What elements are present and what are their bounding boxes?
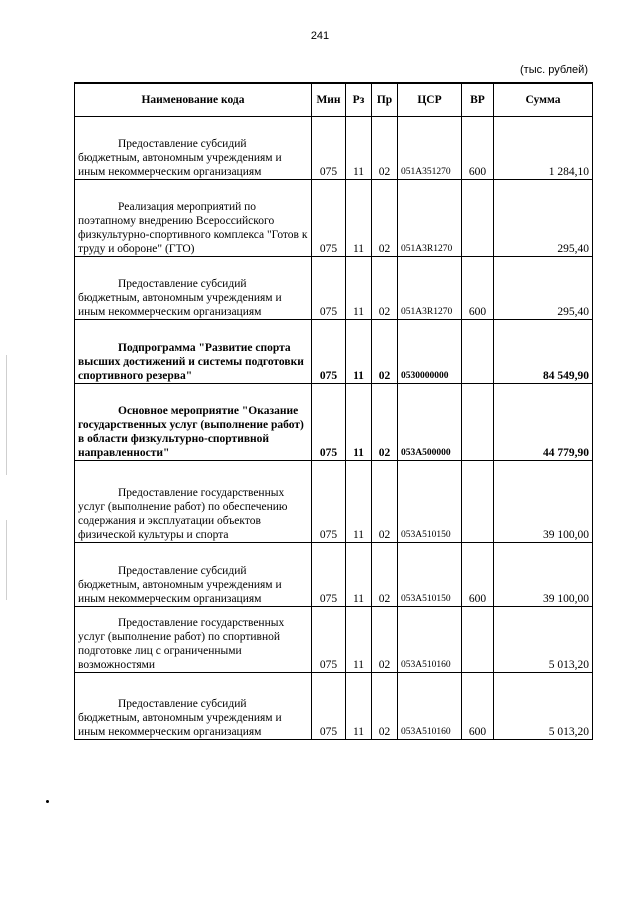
row-sum: 1 284,10: [494, 117, 593, 180]
row-min: 075: [312, 607, 346, 673]
row-vr: [462, 384, 494, 461]
row-name: Предоставление субсидий бюджетным, автономным учреждениям и иным некоммерческим организациям: [75, 673, 312, 740]
table-row: [75, 461, 593, 543]
row-name: Подпрограмма "Развитие спорта высших достижений и системы подготовки спортивного резерва": [75, 320, 312, 384]
scan-artifact-line: [6, 355, 7, 475]
row-sum: 44 779,90: [494, 384, 593, 461]
table-row: [75, 320, 593, 384]
row-csr: 051А351270: [398, 117, 462, 180]
table-row: [75, 257, 593, 320]
row-min: 075: [312, 461, 346, 543]
row-csr: 0530000000: [398, 320, 462, 384]
row-name: Предоставление субсидий бюджетным, автономным учреждениям и иным некоммерческим организациям: [75, 543, 312, 607]
page-number: 241: [310, 30, 330, 42]
row-pr: 02: [372, 320, 398, 384]
row-rz: 11: [346, 543, 372, 607]
row-sum: 295,40: [494, 257, 593, 320]
row-pr: 02: [372, 117, 398, 180]
row-vr: 600: [462, 673, 494, 740]
row-name: Реализация мероприятий по поэтапному внедрению Всероссийского физкультурно-спортивного комплекса "Готов к труду и обороне" (ГТО): [75, 180, 312, 257]
row-sum: 39 100,00: [494, 461, 593, 543]
row-pr: 02: [372, 384, 398, 461]
row-sum: 5 013,20: [494, 673, 593, 740]
header-sum: Сумма: [494, 83, 593, 117]
row-min: 075: [312, 543, 346, 607]
budget-table: [74, 82, 593, 740]
row-csr: 053А510160: [398, 607, 462, 673]
row-vr: 600: [462, 117, 494, 180]
row-rz: 11: [346, 117, 372, 180]
row-sum: 39 100,00: [494, 543, 593, 607]
row-csr: 053А510150: [398, 543, 462, 607]
row-name: Предоставление государственных услуг (выполнение работ) по обеспечению содержания и эксплуатации объектов физической культуры и спорта: [75, 461, 312, 543]
header-csr: ЦСР: [398, 83, 462, 117]
row-sum: 295,40: [494, 180, 593, 257]
row-csr: 053А510160: [398, 673, 462, 740]
row-csr: 051А3R1270: [398, 180, 462, 257]
table-row: [75, 117, 593, 180]
table-row: [75, 673, 593, 740]
row-rz: 11: [346, 673, 372, 740]
row-csr: 053А510150: [398, 461, 462, 543]
row-pr: 02: [372, 461, 398, 543]
scan-artifact-dot: [46, 800, 49, 803]
row-min: 075: [312, 384, 346, 461]
row-name: Предоставление субсидий бюджетным, автономным учреждениям и иным некоммерческим организациям: [75, 257, 312, 320]
row-rz: 11: [346, 180, 372, 257]
row-csr: 051А3R1270: [398, 257, 462, 320]
row-pr: 02: [372, 180, 398, 257]
row-min: 075: [312, 117, 346, 180]
header-pr: Пр: [372, 83, 398, 117]
table-row: [75, 384, 593, 461]
row-rz: 11: [346, 384, 372, 461]
row-pr: 02: [372, 257, 398, 320]
row-min: 075: [312, 673, 346, 740]
row-rz: 11: [346, 607, 372, 673]
row-vr: 600: [462, 257, 494, 320]
row-vr: [462, 320, 494, 384]
header-vr: ВР: [462, 83, 494, 117]
header-rz: Рз: [346, 83, 372, 117]
table-row: [75, 180, 593, 257]
header-name: Наименование кода: [75, 83, 312, 117]
row-rz: 11: [346, 320, 372, 384]
row-name: Предоставление государственных услуг (выполнение работ) по спортивной подготовке лиц с ограниченными возможностями: [75, 607, 312, 673]
row-sum: 5 013,20: [494, 607, 593, 673]
row-vr: [462, 180, 494, 257]
row-pr: 02: [372, 607, 398, 673]
row-pr: 02: [372, 673, 398, 740]
row-min: 075: [312, 180, 346, 257]
row-vr: 600: [462, 543, 494, 607]
header-min: Мин: [312, 83, 346, 117]
row-vr: [462, 461, 494, 543]
row-name: Предоставление субсидий бюджетным, автономным учреждениям и иным некоммерческим организациям: [75, 117, 312, 180]
row-name: Основное мероприятие "Оказание государственных услуг (выполнение работ) в области физкультурно-спортивной направленности": [75, 384, 312, 461]
table-row: [75, 607, 593, 673]
row-sum: 84 549,90: [494, 320, 593, 384]
table-header-row: [75, 83, 593, 117]
row-rz: 11: [346, 461, 372, 543]
row-pr: 02: [372, 543, 398, 607]
units-label: (тыс. рублей): [520, 64, 588, 76]
table-row: [75, 543, 593, 607]
scan-artifact-line: [6, 520, 7, 600]
row-rz: 11: [346, 257, 372, 320]
row-min: 075: [312, 320, 346, 384]
row-csr: 053А500000: [398, 384, 462, 461]
row-vr: [462, 607, 494, 673]
row-min: 075: [312, 257, 346, 320]
